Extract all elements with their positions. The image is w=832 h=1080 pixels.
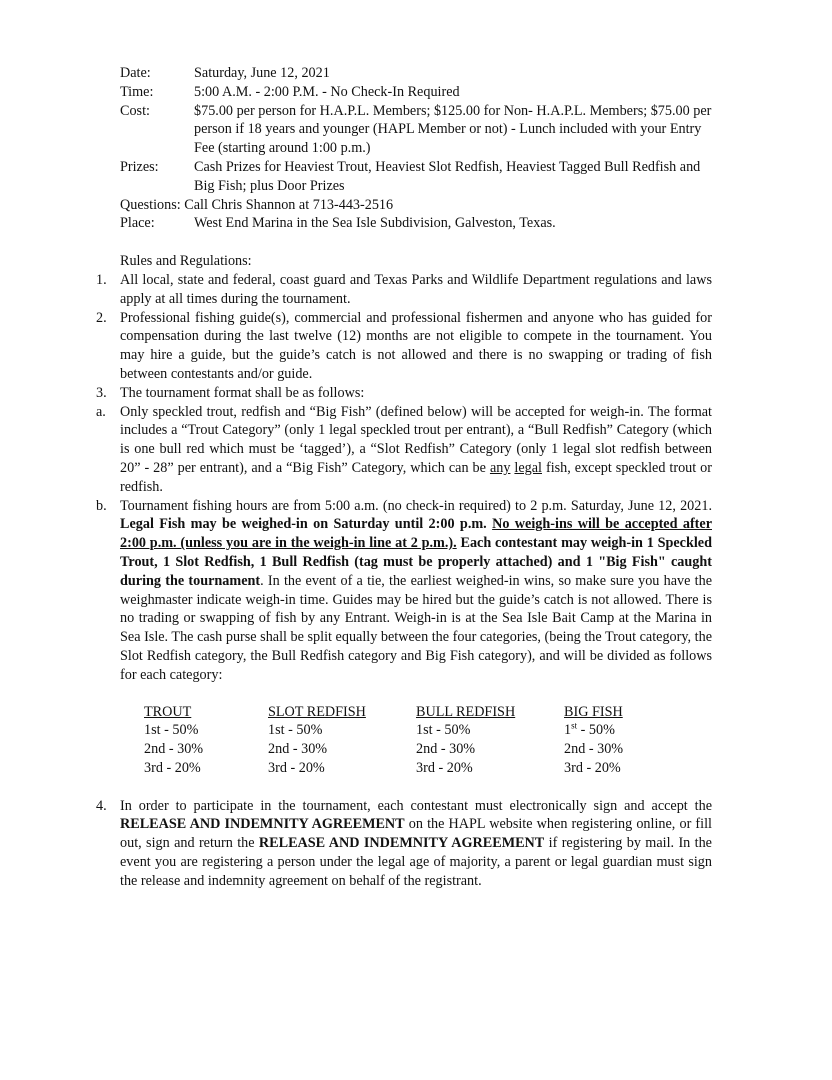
table-cell: 3rd - 20% (564, 759, 621, 776)
bold-underlined-text: No weigh-ins will be accepted after 2:00 p.m. (unless you are in the weigh-in line at 2 p.m.). (120, 516, 712, 552)
table-cell: 3rd - 20% (416, 759, 473, 776)
rule-text: Professional fishing guide(s), commercial and professional fishermen and anyone who has guided for compensation during the last twelve (12) months are not eligible to compete in the tournament. You may hire a guide, but the guide’s catch is not allowed and there is no swapping or trading of fish between contestants and/or guide. (120, 309, 712, 382)
table-cell: 1st - 50% (416, 722, 471, 739)
text-run: Tournament fishing hours are from 5:00 a.m. (no check-in required) to 2 p.m. Saturday, June 12, 2021. (120, 497, 712, 514)
table-cell: 1st - 50% (144, 722, 199, 739)
place-value: West End Marina in the Sea Isle Subdivision, Galveston, Texas. (194, 215, 556, 232)
table-cell: 3rd - 20% (144, 759, 201, 776)
rule-text: The tournament format shall be as follows: (120, 384, 365, 401)
bold-text: RELEASE AND INDEMNITY AGREEMENT (258, 835, 545, 852)
text-run: if registering by mail. In the event you are registering a person under the legal age of majority, a parent or legal guardian must sign the release and indemnity agreement on behalf of the registrant. (120, 835, 712, 889)
table-cell: 3rd - 20% (268, 759, 325, 776)
rule-item-3a (96, 403, 713, 497)
table-cell: 2nd - 30% (268, 741, 328, 758)
prizes-value: Cash Prizes for Heaviest Trout, Heaviest Slot Redfish, Heaviest Tagged Bull Redfish and Big Fish; plus Door Prizes (194, 158, 701, 194)
questions-label: Questions: (120, 196, 181, 213)
rule-number: 4. (96, 797, 107, 814)
event-info (120, 64, 712, 233)
text-run: on the HAPL website when registering online, or fill out, sign and return the (120, 816, 712, 852)
rule-item-1 (96, 271, 712, 309)
table-cell (564, 721, 654, 740)
ordinal-number: 1 (564, 722, 572, 739)
bold-text: Each contestant may weigh-in 1 Speckled Trout, 1 Slot Redfish, 1 Bull Redfish (tag must be properly attached) and 1 "Big Fish" caught during the tournament (120, 535, 712, 589)
text-run: fish, except speckled trout or redfish. (120, 459, 713, 495)
table-row (144, 759, 654, 778)
bold-text: Legal Fish may be weighed-in on Saturday until 2:00 p.m. (120, 516, 493, 533)
ordinal-suffix: st (571, 720, 578, 731)
rule-letter: b. (96, 497, 107, 514)
rule-item-3 (96, 384, 712, 403)
table-row (144, 721, 654, 740)
rule-text (120, 797, 712, 891)
questions-line (120, 196, 712, 215)
rule-item-4 (96, 797, 712, 891)
rule-item-2 (96, 309, 712, 384)
date-value: Saturday, June 12, 2021 (194, 65, 330, 81)
rule-number: 2. (96, 309, 107, 326)
column-header: SLOT REDFISH (268, 703, 366, 720)
payout-table (144, 703, 654, 778)
cost-value: $75.00 per person for H.A.P.L. Members; $125.00 for Non- H.A.P.L. Members; $75.00 per person if 18 years and younger (HAPL Member or not) - Lunch included with your Entry Fee (starting around 1:00 p.m.) (194, 102, 712, 157)
time-value: 5:00 A.M. - 2:00 P.M. - No Check-In Required (194, 83, 460, 100)
time-label: Time: (120, 83, 154, 100)
cost-label: Cost: (120, 102, 150, 119)
rule-number: 1. (96, 271, 107, 288)
questions-value: Call Chris Shannon at 713-443-2516 (184, 196, 394, 213)
bold-text: RELEASE AND INDEMNITY AGREEMENT (120, 816, 405, 833)
document-page (96, 64, 713, 891)
date-label: Date: (120, 65, 151, 81)
payout-value: - 50% (580, 722, 615, 739)
rule-item-3b (96, 497, 712, 685)
rule-text (120, 497, 712, 685)
text-run: Only speckled trout, redfish and “Big Fish” (defined below) will be accepted for weigh-in. The format includes a “Trout Category” (only 1 legal speckled trout per entrant), a “Bull Redfish” Category (which is one bull red which must be ‘tagged’), a “Slot Redfish” Category (only 1 legal slot redfish between 20” - 28” per entrant), and a “Big Fish” Category, which can be (120, 403, 712, 476)
table-cell: 2nd - 30% (144, 741, 204, 758)
prizes-label: Prizes: (120, 158, 159, 175)
text-run: In order to participate in the tournament, each contestant must electronically sign and accept the (120, 797, 712, 814)
underlined-word: legal (514, 459, 542, 476)
table-header-row (144, 703, 654, 722)
column-header: BULL REDFISH (416, 703, 516, 720)
rule-letter: a. (96, 403, 106, 420)
column-header: BIG FISH (564, 703, 623, 720)
text-run: . In the event of a tie, the earliest weighed-in wins, so make sure you have the weighmaster indicate weigh-in time. Guides may be hired but the guide’s catch is not allowed. There is no trading or swapping of fish by any Entrant. Weigh-in is at the Sea Isle Bait Camp at the Marina in Sea Isle. The cash purse shall be split equally between the four categories, (being the Trout category, the Slot Redfish category, the Bull Redfish category and Big Fish category), and will be divided as follows for each category: (120, 572, 712, 683)
column-header: TROUT (144, 703, 192, 720)
underlined-word: any (489, 459, 511, 476)
rules-title: Rules and Regulations: (120, 253, 252, 270)
rule-text (120, 403, 712, 497)
rule-number: 3. (96, 384, 107, 401)
rule-text: All local, state and federal, coast guard and Texas Parks and Wildlife Department regulations and laws apply at all times during the tournament. (120, 271, 712, 307)
place-label: Place: (120, 215, 155, 232)
table-cell: 2nd - 30% (564, 741, 624, 758)
table-cell: 1st - 50% (268, 722, 323, 739)
table-cell: 2nd - 30% (416, 741, 476, 758)
table-row (144, 740, 654, 759)
